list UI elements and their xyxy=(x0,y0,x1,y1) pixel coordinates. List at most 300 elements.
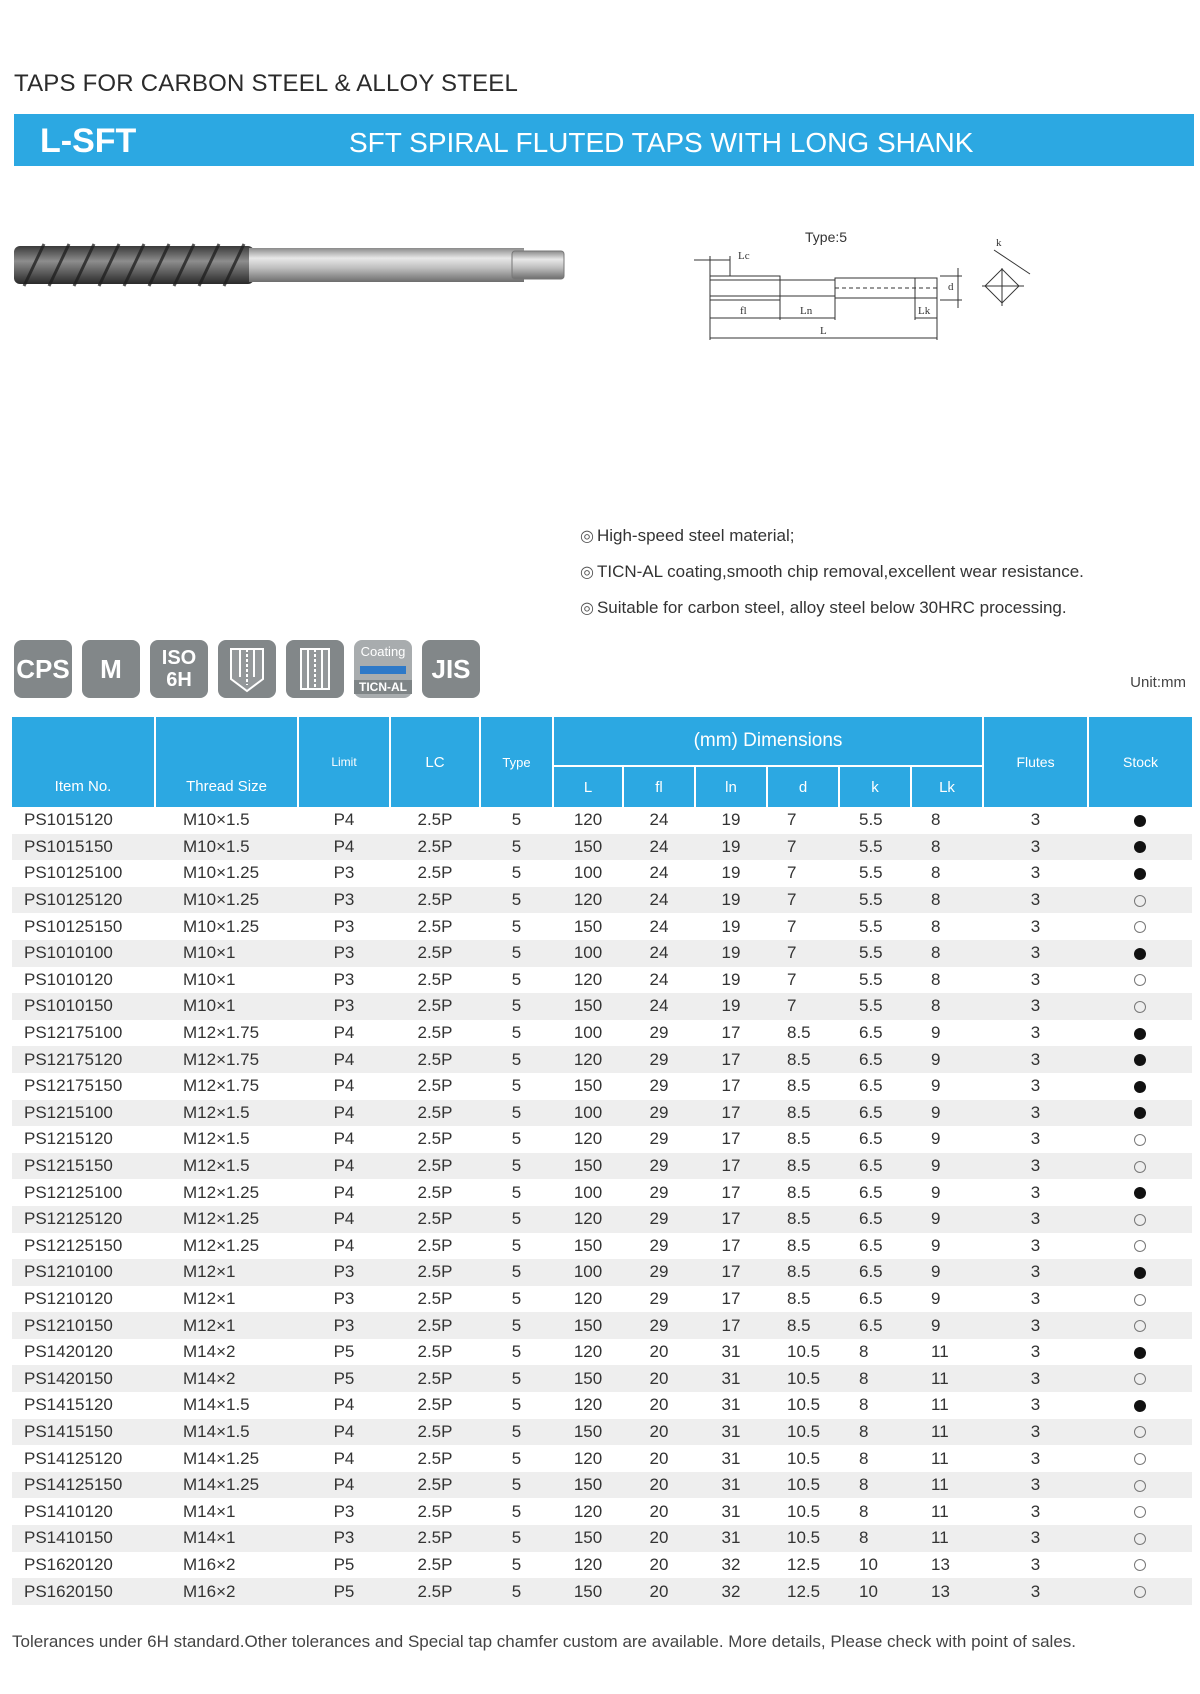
cell-d: 12.5 xyxy=(787,1554,821,1574)
cell-fl: 29 xyxy=(649,1076,669,1096)
cell-limit: P5 xyxy=(298,1365,390,1392)
cell-d: 10.5 xyxy=(787,1448,821,1468)
cell-l: 120 xyxy=(573,969,603,989)
cell-l: 150 xyxy=(573,1235,603,1255)
cell-k: 6.5 xyxy=(839,1312,911,1339)
out-of-stock-icon xyxy=(1134,1559,1146,1571)
cell-l: 100 xyxy=(573,1023,603,1043)
cell-lc: 2.5P xyxy=(390,1153,480,1180)
header-ln: ln xyxy=(695,766,767,807)
cell-stock xyxy=(1088,1339,1192,1366)
out-of-stock-icon xyxy=(1134,1240,1146,1252)
cell-flutes: 3 xyxy=(983,1046,1088,1073)
cell-d: 8.5 xyxy=(767,1259,839,1286)
cell-flutes: 3 xyxy=(983,887,1088,914)
cell-ln: 17 xyxy=(695,1046,767,1073)
cell-k: 8 xyxy=(839,1472,911,1499)
cell-k: 5.5 xyxy=(839,887,911,914)
cell-item: PS1410120 xyxy=(24,1501,113,1521)
cell-fl: 20 xyxy=(649,1342,669,1362)
cell-limit: P5 xyxy=(333,1342,355,1362)
cell-k: 8 xyxy=(839,1525,911,1552)
out-of-stock-icon xyxy=(1134,1373,1146,1385)
table-row xyxy=(12,993,1192,1020)
cell-flutes: 3 xyxy=(1030,1288,1041,1308)
cell-k: 6.5 xyxy=(859,1023,883,1043)
cell-fl: 24 xyxy=(649,810,669,830)
cell-flutes: 3 xyxy=(983,1578,1088,1605)
cell-fl: 20 xyxy=(649,1395,669,1415)
jis-badge: JIS xyxy=(422,640,480,698)
cell-thread: M12×1.5 xyxy=(155,1100,298,1127)
cell-flutes: 3 xyxy=(983,1206,1088,1233)
table-row xyxy=(12,1498,1192,1525)
table-row xyxy=(12,1525,1192,1552)
cell-limit: P3 xyxy=(333,1501,355,1521)
cell-stock xyxy=(1088,1206,1192,1233)
cell-ln: 17 xyxy=(721,1129,741,1149)
header-thread: Thread Size xyxy=(155,717,298,807)
table-row xyxy=(12,1578,1192,1605)
cell-ln: 17 xyxy=(721,1235,741,1255)
cell-item: PS14125120 xyxy=(24,1448,123,1468)
cell-ln: 31 xyxy=(721,1448,741,1468)
in-stock-icon xyxy=(1134,948,1146,960)
out-of-stock-icon xyxy=(1134,974,1146,986)
cell-d: 8.5 xyxy=(767,1206,839,1233)
cell-stock xyxy=(1088,887,1192,914)
cell-lk: 11 xyxy=(931,1501,949,1521)
cell-k: 6.5 xyxy=(859,1288,883,1308)
cell-thread: M12×1.25 xyxy=(155,1206,298,1233)
cell-k: 5.5 xyxy=(859,916,883,936)
cell-l: 100 xyxy=(553,1100,623,1127)
cell-lc: 2.5P xyxy=(390,1578,480,1605)
cell-lk: 11 xyxy=(931,1342,949,1362)
cell-l: 100 xyxy=(573,1182,603,1202)
cell-d: 8.5 xyxy=(787,1076,811,1096)
cell-type: 5 xyxy=(511,1235,522,1255)
cell-k: 5.5 xyxy=(859,863,883,883)
cell-stock xyxy=(1088,834,1192,861)
table-row xyxy=(12,807,1192,834)
cell-ln: 19 xyxy=(721,863,741,883)
cell-thread: M14×1.25 xyxy=(183,1448,260,1468)
feature-mark-icon: ◎ xyxy=(580,528,594,545)
cell-lc: 2.5P xyxy=(390,1046,480,1073)
cell-type: 5 xyxy=(511,1342,522,1362)
cell-stock xyxy=(1088,967,1192,994)
in-stock-icon xyxy=(1134,1347,1146,1359)
cell-limit: P4 xyxy=(298,1100,390,1127)
cell-thread: M10×1.25 xyxy=(155,887,298,914)
footer-note: Tolerances under 6H standard.Other tolerances and Special tap chamfer custom are available. More details, Please check with point of sales. xyxy=(12,1632,1077,1651)
cell-lk: 8 xyxy=(931,969,941,989)
cell-limit: P4 xyxy=(298,834,390,861)
cell-item: PS1010100 xyxy=(12,940,155,967)
cell-item: PS1010120 xyxy=(24,969,113,989)
cell-lc: 2.5P xyxy=(417,1235,453,1255)
cell-limit: P3 xyxy=(298,993,390,1020)
cell-lk: 8 xyxy=(911,887,983,914)
cell-limit: P4 xyxy=(333,1129,355,1149)
cell-item: PS12175120 xyxy=(12,1046,155,1073)
cell-thread: M10×1.5 xyxy=(155,834,298,861)
cell-ln: 31 xyxy=(695,1419,767,1446)
cell-lk: 11 xyxy=(931,1448,949,1468)
header-stock: Stock xyxy=(1088,717,1192,807)
cell-d: 10.5 xyxy=(787,1342,821,1362)
cell-limit: P4 xyxy=(333,1395,355,1415)
cell-flutes: 3 xyxy=(983,834,1088,861)
cell-limit: P4 xyxy=(298,1046,390,1073)
tap-photo xyxy=(14,228,574,303)
cell-type: 5 xyxy=(480,1312,553,1339)
cell-thread: M10×1 xyxy=(183,969,236,989)
cell-item: PS1210120 xyxy=(24,1288,113,1308)
through-hole-icon xyxy=(286,640,344,698)
cell-flutes: 3 xyxy=(1030,1129,1041,1149)
cell-fl: 29 xyxy=(649,1023,669,1043)
table-row xyxy=(12,1312,1192,1339)
cell-limit: P5 xyxy=(298,1578,390,1605)
cell-k: 6.5 xyxy=(839,1100,911,1127)
cell-l: 120 xyxy=(573,810,603,830)
category-heading: TAPS FOR CARBON STEEL & ALLOY STEEL xyxy=(14,70,519,97)
cell-lk: 9 xyxy=(931,1182,941,1202)
cell-thread: M12×1.25 xyxy=(183,1235,260,1255)
cell-limit: P4 xyxy=(333,1448,355,1468)
cell-k: 8 xyxy=(859,1342,869,1362)
cell-fl: 29 xyxy=(623,1100,695,1127)
product-code: L-SFT xyxy=(40,122,137,160)
cell-lk: 9 xyxy=(931,1288,941,1308)
cell-item: PS1215150 xyxy=(12,1153,155,1180)
cell-flutes: 3 xyxy=(983,1419,1088,1446)
blind-hole-icon xyxy=(218,640,276,698)
cell-k: 10 xyxy=(839,1578,911,1605)
cell-k: 8 xyxy=(859,1501,869,1521)
cell-thread: M12×1.5 xyxy=(155,1153,298,1180)
cell-limit: P4 xyxy=(298,1419,390,1446)
cell-type: 5 xyxy=(480,993,553,1020)
cell-d: 12.5 xyxy=(767,1578,839,1605)
cell-l: 120 xyxy=(573,1395,603,1415)
cell-l: 120 xyxy=(553,1046,623,1073)
cell-limit: P3 xyxy=(298,1525,390,1552)
cell-item: PS1215120 xyxy=(24,1129,113,1149)
cell-stock xyxy=(1088,1046,1192,1073)
drawing-label-d: d xyxy=(948,281,954,293)
cell-d: 8.5 xyxy=(787,1235,811,1255)
cell-thread: M12×1 xyxy=(155,1259,298,1286)
table-row xyxy=(12,1153,1192,1180)
cell-limit: P3 xyxy=(333,1288,355,1308)
cell-stock xyxy=(1088,807,1192,834)
table-row xyxy=(12,860,1192,887)
cell-stock xyxy=(1088,860,1192,887)
cell-type: 5 xyxy=(511,1182,522,1202)
cell-lc: 2.5P xyxy=(417,1342,453,1362)
cell-d: 10.5 xyxy=(787,1395,821,1415)
cell-flutes: 3 xyxy=(983,1100,1088,1127)
cell-stock xyxy=(1088,1365,1192,1392)
cell-k: 6.5 xyxy=(859,1182,883,1202)
cell-d: 7 xyxy=(767,834,839,861)
cell-thread: M10×1.25 xyxy=(183,916,260,936)
cell-ln: 19 xyxy=(695,940,767,967)
cell-item: PS1620150 xyxy=(12,1578,155,1605)
header-fl: fl xyxy=(623,766,695,807)
cell-d: 10.5 xyxy=(767,1419,839,1446)
header-lk: Lk xyxy=(911,766,983,807)
cell-d: 10.5 xyxy=(767,1472,839,1499)
cell-lc: 2.5P xyxy=(390,1312,480,1339)
cell-ln: 31 xyxy=(721,1501,741,1521)
cell-lk: 9 xyxy=(931,1129,941,1149)
iso-badge: ISO 6H xyxy=(150,640,208,698)
cell-l: 150 xyxy=(553,834,623,861)
drawing-label-k: k xyxy=(996,237,1002,249)
cps-badge: CPS xyxy=(14,640,72,698)
out-of-stock-icon xyxy=(1134,921,1146,933)
cell-type: 5 xyxy=(480,940,553,967)
cell-flutes: 3 xyxy=(1030,1235,1041,1255)
cell-lc: 2.5P xyxy=(390,993,480,1020)
cell-ln: 19 xyxy=(695,834,767,861)
cell-fl: 20 xyxy=(623,1472,695,1499)
cell-l: 150 xyxy=(553,1525,623,1552)
drawing-label-fl: fl xyxy=(740,305,747,317)
product-table xyxy=(12,717,1192,1605)
cell-fl: 29 xyxy=(623,1153,695,1180)
unit-label: Unit:mm xyxy=(1130,674,1186,691)
cell-item: PS1010150 xyxy=(12,993,155,1020)
cell-stock xyxy=(1088,1233,1192,1260)
cell-lc: 2.5P xyxy=(417,1182,453,1202)
cell-flutes: 3 xyxy=(1030,969,1041,989)
cell-k: 8 xyxy=(859,1395,869,1415)
cell-type: 5 xyxy=(480,1419,553,1446)
cell-fl: 29 xyxy=(623,1259,695,1286)
product-name: SFT SPIRAL FLUTED TAPS WITH LONG SHANK xyxy=(349,127,974,158)
cell-k: 10 xyxy=(859,1554,878,1574)
cell-stock xyxy=(1088,1525,1192,1552)
table-row xyxy=(12,1419,1192,1446)
out-of-stock-icon xyxy=(1134,1161,1146,1173)
table-row xyxy=(12,1046,1192,1073)
cell-d: 8.5 xyxy=(767,1153,839,1180)
in-stock-icon xyxy=(1134,1267,1146,1279)
cell-limit: P4 xyxy=(298,1206,390,1233)
cell-fl: 24 xyxy=(623,887,695,914)
cell-lc: 2.5P xyxy=(390,887,480,914)
cell-stock xyxy=(1088,1020,1192,1047)
cell-flutes: 3 xyxy=(1030,916,1041,936)
cell-l: 120 xyxy=(573,1342,603,1362)
coating-bar xyxy=(360,666,406,674)
cell-stock xyxy=(1088,1126,1192,1153)
product-banner xyxy=(14,114,1194,166)
cell-lc: 2.5P xyxy=(417,1395,453,1415)
cell-k: 6.5 xyxy=(839,1046,911,1073)
cell-type: 5 xyxy=(511,969,522,989)
cell-l: 150 xyxy=(553,1153,623,1180)
cell-d: 10.5 xyxy=(767,1525,839,1552)
cell-ln: 19 xyxy=(695,887,767,914)
cell-stock xyxy=(1088,1445,1192,1472)
cell-thread: M10×1.5 xyxy=(183,810,250,830)
cell-limit: P3 xyxy=(298,940,390,967)
cell-lc: 2.5P xyxy=(390,834,480,861)
cell-item: PS12175100 xyxy=(24,1023,123,1043)
cell-type: 5 xyxy=(511,1288,522,1308)
cell-lc: 2.5P xyxy=(417,1501,453,1521)
cell-thread: M14×2 xyxy=(155,1365,298,1392)
cell-l: 100 xyxy=(553,940,623,967)
cell-flutes: 3 xyxy=(983,1525,1088,1552)
cell-l: 120 xyxy=(553,1206,623,1233)
out-of-stock-icon xyxy=(1134,1320,1146,1332)
cell-lk: 8 xyxy=(911,993,983,1020)
cell-l: 150 xyxy=(553,1312,623,1339)
cell-lc: 2.5P xyxy=(417,1076,453,1096)
cell-type: 5 xyxy=(511,1501,522,1521)
cell-stock xyxy=(1088,1552,1192,1579)
table-row xyxy=(12,940,1192,967)
cell-ln: 17 xyxy=(695,1153,767,1180)
cell-l: 120 xyxy=(573,1554,603,1574)
cell-k: 8 xyxy=(839,1419,911,1446)
cell-thread: M12×1.25 xyxy=(183,1182,260,1202)
cell-fl: 24 xyxy=(623,834,695,861)
cell-fl: 29 xyxy=(649,1129,669,1149)
cell-lc: 2.5P xyxy=(390,1365,480,1392)
drawing-label-lc: Lc xyxy=(738,250,750,262)
cell-ln: 31 xyxy=(721,1342,741,1362)
out-of-stock-icon xyxy=(1134,895,1146,907)
cell-d: 8.5 xyxy=(787,1288,811,1308)
cell-d: 7 xyxy=(787,969,797,989)
cell-stock xyxy=(1088,1073,1192,1100)
cell-l: 150 xyxy=(573,1076,603,1096)
cell-stock xyxy=(1088,1498,1192,1525)
drawing-label-lk: Lk xyxy=(918,305,931,317)
cell-stock xyxy=(1088,940,1192,967)
cell-fl: 20 xyxy=(623,1525,695,1552)
cell-lk: 8 xyxy=(931,810,941,830)
cell-type: 5 xyxy=(511,810,522,830)
cell-flutes: 3 xyxy=(1030,863,1041,883)
feature-mark-icon: ◎ xyxy=(580,564,594,581)
cell-lc: 2.5P xyxy=(417,1448,453,1468)
cell-flutes: 3 xyxy=(1030,1501,1041,1521)
in-stock-icon xyxy=(1134,1028,1146,1040)
technical-drawing xyxy=(690,228,1050,363)
cell-thread: M12×1.5 xyxy=(183,1129,250,1149)
cell-lk: 9 xyxy=(911,1100,983,1127)
cell-stock xyxy=(1088,1392,1192,1419)
header-d: d xyxy=(767,766,839,807)
cell-limit: P4 xyxy=(333,1235,355,1255)
cell-k: 5.5 xyxy=(839,834,911,861)
out-of-stock-icon xyxy=(1134,1134,1146,1146)
cell-ln: 17 xyxy=(721,1182,741,1202)
cell-stock xyxy=(1088,1100,1192,1127)
cell-k: 8 xyxy=(839,1365,911,1392)
cell-lc: 2.5P xyxy=(390,1100,480,1127)
table-body xyxy=(12,807,1192,1605)
cell-thread: M12×1 xyxy=(155,1312,298,1339)
cell-type: 5 xyxy=(511,1448,522,1468)
header-item: Item No. xyxy=(12,717,155,807)
cell-item: PS12175150 xyxy=(24,1076,123,1096)
cell-fl: 24 xyxy=(649,916,669,936)
cell-type: 5 xyxy=(480,1046,553,1073)
cell-stock xyxy=(1088,1286,1192,1313)
cell-lc: 2.5P xyxy=(390,1206,480,1233)
cell-item: PS1210150 xyxy=(12,1312,155,1339)
cell-thread: M10×1 xyxy=(155,993,298,1020)
cell-fl: 24 xyxy=(623,993,695,1020)
cell-lc: 2.5P xyxy=(417,1288,453,1308)
table-row xyxy=(12,1445,1192,1472)
cell-ln: 31 xyxy=(721,1395,741,1415)
cell-thread: M14×1 xyxy=(183,1501,236,1521)
cell-flutes: 3 xyxy=(983,1153,1088,1180)
cell-thread: M12×1 xyxy=(183,1288,236,1308)
cell-type: 5 xyxy=(480,1525,553,1552)
cell-item: PS10125150 xyxy=(24,916,123,936)
cell-lk: 11 xyxy=(911,1525,983,1552)
cell-ln: 17 xyxy=(695,1100,767,1127)
header-flutes: Flutes xyxy=(983,717,1088,807)
table-row xyxy=(12,1552,1192,1579)
cell-lk: 13 xyxy=(911,1578,983,1605)
cell-ln: 19 xyxy=(721,810,741,830)
cell-lc: 2.5P xyxy=(417,1023,453,1043)
cell-type: 5 xyxy=(480,1206,553,1233)
table-row xyxy=(12,1392,1192,1419)
cell-d: 8.5 xyxy=(767,1100,839,1127)
cell-flutes: 3 xyxy=(983,1365,1088,1392)
cell-limit: P3 xyxy=(333,863,355,883)
cell-lc: 2.5P xyxy=(417,810,453,830)
cell-lk: 9 xyxy=(931,1076,941,1096)
drawing-label-l: L xyxy=(820,325,827,337)
cell-fl: 29 xyxy=(623,1312,695,1339)
cell-flutes: 3 xyxy=(983,993,1088,1020)
table-row xyxy=(12,1259,1192,1286)
out-of-stock-icon xyxy=(1134,1506,1146,1518)
cell-d: 10.5 xyxy=(767,1365,839,1392)
cell-fl: 29 xyxy=(649,1182,669,1202)
header-l: L xyxy=(553,766,623,807)
cell-flutes: 3 xyxy=(1030,1023,1041,1043)
cell-item: PS12125120 xyxy=(12,1206,155,1233)
cell-ln: 19 xyxy=(695,993,767,1020)
drawing-label-ln: Ln xyxy=(800,305,813,317)
cell-d: 7 xyxy=(787,916,797,936)
cell-type: 5 xyxy=(511,1554,522,1574)
cell-lk: 9 xyxy=(911,1312,983,1339)
cell-fl: 20 xyxy=(623,1365,695,1392)
cell-type: 5 xyxy=(511,916,522,936)
header-limit: Limit xyxy=(298,717,390,807)
cell-ln: 17 xyxy=(695,1206,767,1233)
in-stock-icon xyxy=(1134,1187,1146,1199)
cell-fl: 24 xyxy=(623,940,695,967)
